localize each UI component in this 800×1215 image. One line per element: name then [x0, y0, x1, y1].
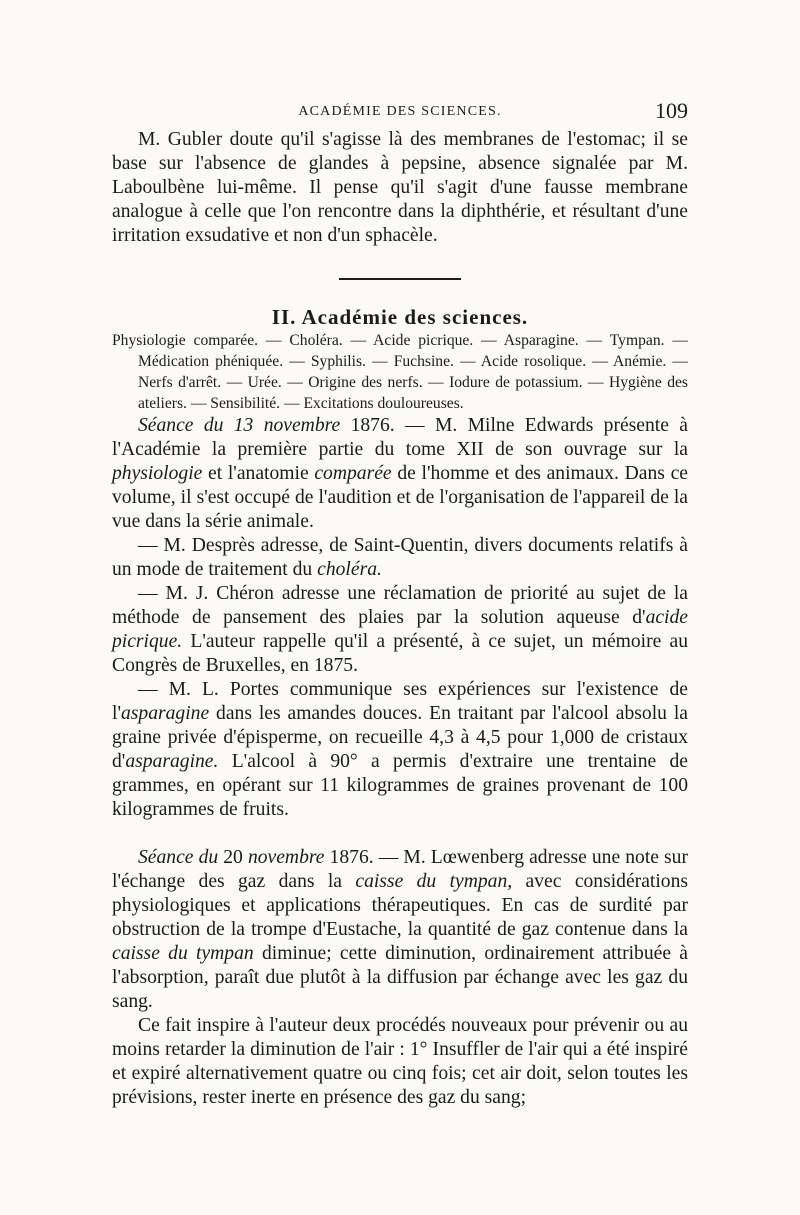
text-run: diminue; cette diminution, ordinairement attribuée à l'absorption, paraît due plutôt à la diffusion par échange avec les gaz du sang.: [112, 943, 688, 1012]
emphasis-run: choléra.: [317, 559, 382, 580]
text-run: — M. Desprès adresse, de Saint-Quentin, divers documents relatifs à un mode de traitement du: [112, 535, 688, 580]
section-divider: [339, 278, 461, 280]
emphasis-run: comparée: [314, 463, 392, 484]
despres-paragraph: [112, 534, 688, 582]
emphasis-run: asparagine.: [125, 751, 219, 772]
intro-paragraph: M. Gubler doute qu'il s'agisse là des membranes de l'estomac; il se base sur l'absence de glandes à pepsine, absence signalée par M. Laboulbène lui-même. Il pense qu'il s'agit d'une fausse membrane analogue à celle que l'on rencontre dans la diphthérie, et résultant d'une irritation exsudative et non d'un sphacèle.: [112, 129, 688, 246]
portes-paragraph: [112, 678, 688, 822]
text-run: L'alcool à 90° a permis d'extraire une trentaine de grammes, en opérant sur 11 kilogrammes de graines provenant de 100 kilogrammes de fruits.: [112, 751, 688, 820]
seance-date: Séance du 13 novembre: [138, 415, 341, 436]
seance-20-paragraph: [112, 846, 688, 1014]
section-summary: Physiologie comparée. — Choléra. — Acide picrique. — Asparagine. — Tympan. — Médication phéniquée. — Syphilis. — Fuchsine. — Acide rosolique. — Anémie. — Nerfs d'arrêt. — Urée. — Origine des nerfs. — Iodure de potassium. — Hygiène des ateliers. — Sensibilité. — Excitations douloureuses.: [112, 332, 688, 412]
emphasis-run: caisse du tympan,: [355, 871, 513, 892]
text-run: — M. L. Portes communique ses expériences sur l'existence de l': [112, 679, 688, 724]
text-run: L'auteur rappelle qu'il a présenté, à ce sujet, un mémoire au Congrès de Bruxelles, en 1875.: [112, 631, 688, 676]
cheron-paragraph: [112, 582, 688, 678]
text-run: avec considérations physiologiques et applications thérapeutiques. En cas de surdité par obstruction de la trompe d'Eustache, la quantité de gaz contenue dans la: [112, 871, 688, 940]
running-title: ACADÉMIE DES SCIENCES.: [298, 104, 502, 119]
page-header: [112, 98, 688, 128]
page-number: 109: [655, 98, 688, 123]
seance-date: Séance du: [138, 847, 219, 868]
text-run: dans les amandes douces. En traitant par l'alcool absolu la graine privée d'épisperme, on recueille 4,3 à 4,5 pour 1,000 de cristaux d': [112, 703, 688, 772]
seance-13-paragraph: [112, 414, 688, 534]
emphasis-run: novembre: [247, 847, 325, 868]
text-run: et l'anatomie: [202, 463, 315, 484]
text-run: 1876. — M. Milne Edwards présente à l'Académie la première partie du tome XII de son ouvrage sur la: [112, 415, 688, 460]
text-run: — M. J. Chéron adresse une réclamation de priorité au sujet de la méthode de pansement des plaies par la solution aqueuse d': [112, 583, 688, 628]
text-run: de l'homme et des animaux. Dans ce volume, il s'est occupé de l'audition et de l'organisation de l'appareil de la vue dans la série animale.: [112, 463, 688, 532]
emphasis-run: acide picrique.: [112, 607, 688, 652]
text-run: 1876. — M. Lœwenberg adresse une note sur l'échange des gaz dans la: [112, 847, 689, 892]
section-title: II. Académie des sciences.: [271, 305, 529, 329]
emphasis-run: asparagine: [120, 703, 210, 724]
page-body: [112, 128, 688, 1110]
emphasis-run: physiologie: [112, 463, 203, 484]
procedes-paragraph: Ce fait inspire à l'auteur deux procédés nouveaux pour prévenir ou au moins retarder la diminution de l'air : 1° Insuffler de l'air qui a été inspiré et expiré alternativement quatre ou cinq fois; cet air doit, selon toutes les prévisions, rester inerte en présence des gaz du sang;: [112, 1015, 688, 1108]
text-run: 20: [218, 847, 248, 868]
paragraph-gap: [112, 822, 688, 846]
emphasis-run: caisse du tympan: [112, 943, 254, 964]
